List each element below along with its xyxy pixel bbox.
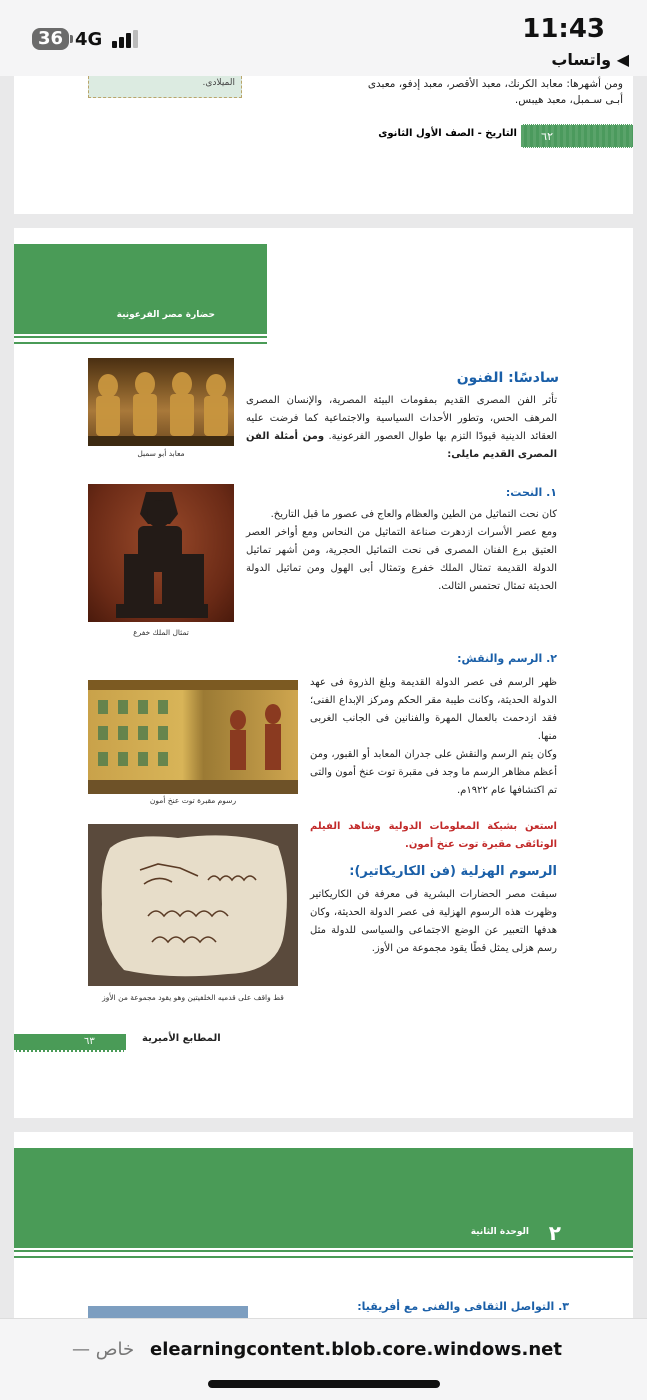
photo-caption: رسوم مقبرة توت عنخ أمون [149,796,237,805]
browser-address-bar[interactable] [0,1318,647,1400]
page1-line: ومن أشهرها: معابد الكرنك، معبد الأقصر، معبد إدفو، معبدى [367,78,623,90]
page1-text [244,76,623,108]
back-to-app-link[interactable]: ◀ واتساب [551,50,629,69]
clock: 11:43 [522,14,605,44]
cat-geese-ostracon-photo [88,824,298,986]
battery-indicator: 36 [32,28,69,50]
margin-note: الميلادى. [88,76,242,98]
chapter-title: حضارة مصر الفرعونية [116,310,215,320]
home-indicator[interactable] [208,1380,440,1388]
status-bar [0,0,647,76]
banner-divider [14,336,267,344]
unit-number: ٢ [548,1221,561,1245]
document-page-63 [14,228,633,1118]
sculpture-text [246,506,557,596]
photo-caption: تمثال الملك خفرع [133,628,189,637]
photo-caption: معابد أبو سمبل [137,449,185,458]
url-text[interactable]: elearningcontent.blob.core.windows.net [150,1339,562,1360]
paragraph: ظهر الرسم فى عصر الدولة القديمة وبلغ الذروة فى عهد الدولة الحديثة، وكانت طيبة مقر الحكم ومركز الإبداع الفنى؛ فقد ازدحمت بالعمال المهرة والفنانين فى الجانب الغربى منها. [310,677,557,742]
subsection-title: ٢. الرسم والنقش: [457,652,557,665]
web-activity-note: استعن بشبكة المعلومات الدولية وشاهد الفيلم الوثائقى مقبرة توت عنخ أمون. [310,821,557,850]
caricature-text: سبقت مصر الحضارات البشرية فى معرفة فن الكاريكاتير وظهرت هذه الرسوم الهزلية فى عصر الدولة الحديثة، وكان هدفها التعبير عن الوضع الاجتماعى والسياسى للدولة مثل رسم هزلى يمثل قطًا يقود مجموعة من الأوز. [310,889,557,954]
paragraph: وكان يتم الرسم والنقش على جدران المعابد أو القبور، ومن أعظم مظاهر الرسم ما وجد فى مقبرة توت عنخ أمون والتى تم اكتشافها عام ١٩٢٢م. [310,749,557,796]
photo-caption: قط واقف على قدميه الخلفيتين وهو يقود مجموعة من الأوز [102,993,284,1002]
document-page-64 [14,1132,633,1322]
section-title: الرسوم الهزلية (فن الكاريكاتير): [349,864,557,879]
chapter-banner [14,244,267,334]
page1-line: أبـى سـمبل، معبد هيبس. [514,94,623,106]
page-number-badge: ٦٢ [521,124,633,148]
intro-text: تأثر الفن المصرى القديم بمقومات البيئة المصرية، والإنسان المصرى المرهف الحس، وتطور الأحداث السياسية والاجتماعية كما فرضت عليه العقائد الدينية قيودًا التزم بها طوال العصور الفرعونية. [246,395,557,442]
unit-label: الوحدة الثانية [470,1227,529,1237]
intro-bold-text: ومن أمثلة الفن المصرى القديم مايلى: [246,431,557,460]
banner-divider [14,1250,633,1258]
signal-icon [112,30,142,48]
private-label: خاص — [72,1339,135,1360]
abu-simbel-photo [88,358,234,446]
painting-text [310,674,557,800]
document-page-62 [14,76,633,214]
page-number-badge: ٦٣ [14,1034,126,1052]
khafre-statue-photo [88,484,234,622]
section-title: سادسًا: الفنون [456,370,559,386]
page-footer-label: التاريخ - الصف الأول الثانوى [378,128,517,139]
subsection-title: ٣. التواصل الثقافى والفنى مع أفريقيا: [357,1300,569,1313]
paragraph: كان نحت التماثيل من الطين والعظام والعاج فى عصور ما قبل التاريخ. [270,509,557,520]
unit-banner [14,1148,633,1248]
network-type: 4G [75,29,103,50]
page-footer-label: المطابع الأميرية [142,1033,221,1044]
paragraph: ومع عصر الأسرات ازدهرت صناعة التماثيل من النحاس ومع أواخر العصر العتيق برع الفنان المصرى فى نحت التماثيل الحجرية، ومن أشهر تماثيل الدولة القديمة تمثال الملك خفرع وتمثال أبى الهول ومن تماثيل الدولة الحديثة تمثال تحتمس الثالث. [246,527,557,592]
tut-tomb-photo [88,680,298,794]
subsection-title: ١. النحت: [505,486,557,499]
arts-intro [246,392,557,464]
